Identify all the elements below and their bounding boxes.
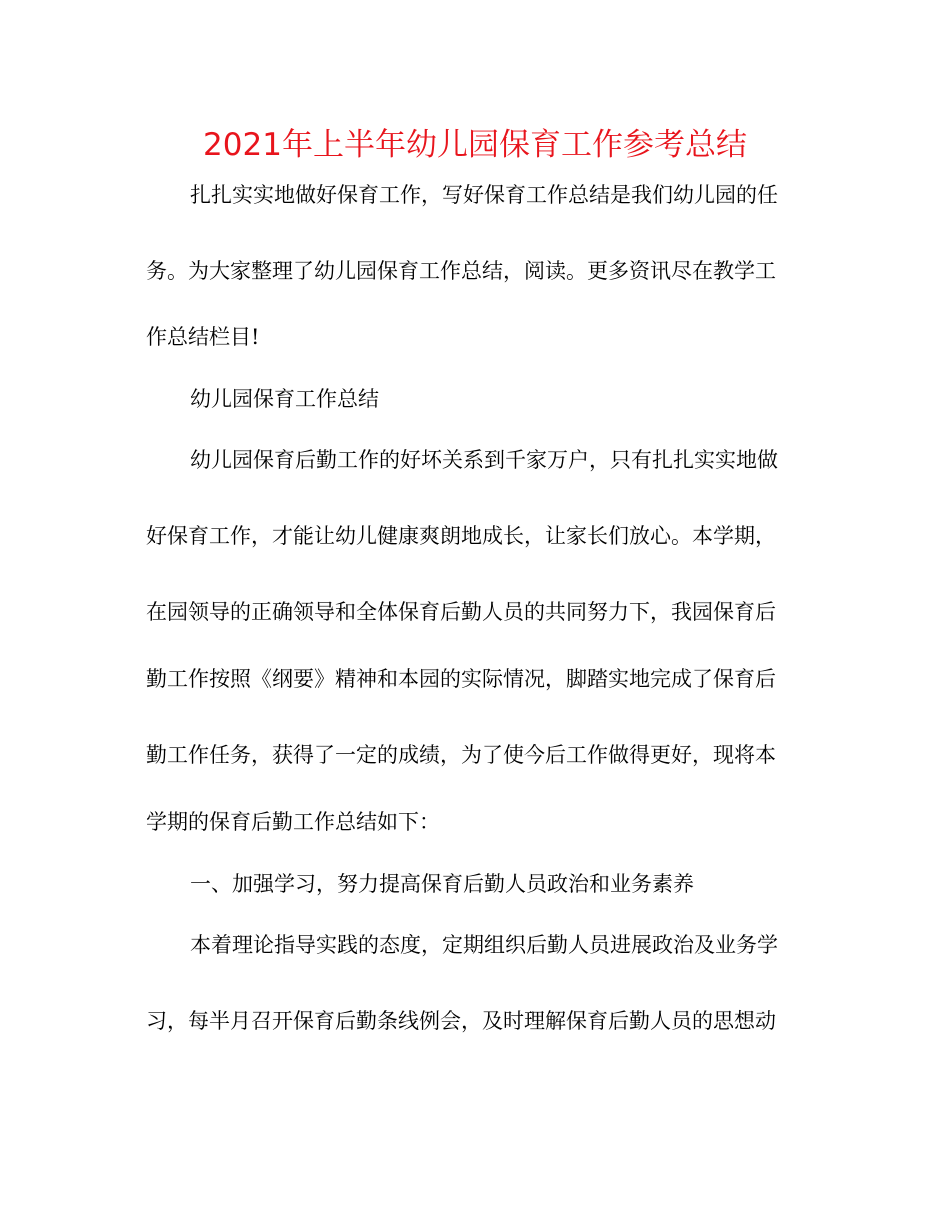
paragraph-line: 勤工作按照《纲要》精神和本园的实际情况，脚踏实地完成了保育后 (146, 667, 776, 691)
paragraph-line: 作总结栏目! (146, 325, 260, 349)
paragraph-line: 务。为大家整理了幼儿园保育工作总结，阅读。更多资讯尽在教学工 (146, 259, 776, 283)
paragraph-line: 本着理论指导实践的态度，定期组织后勤人员进展政治及业务学 (190, 933, 778, 957)
section-heading: 幼儿园保育工作总结 (190, 387, 379, 411)
section-heading: 一、加强学习，努力提高保育后勤人员政治和业务素养 (190, 872, 694, 896)
paragraph-line: 习，每半月召开保育后勤条线例会，及时理解保育后勤人员的思想动 (146, 1009, 776, 1033)
paragraph-line: 学期的保育后勤工作总结如下： (146, 810, 440, 834)
document-title: 2021年上半年幼儿园保育工作参考总结 (203, 127, 747, 163)
paragraph-line: 扎扎实实地做好保育工作，写好保育工作总结是我们幼儿园的任 (190, 183, 778, 207)
paragraph-line: 勤工作任务，获得了一定的成绩，为了使今后工作做得更好，现将本 (146, 743, 776, 767)
paragraph-line: 好保育工作，才能让幼儿健康爽朗地成长，让家长们放心。本学期， (146, 524, 776, 548)
paragraph-line: 幼儿园保育后勤工作的好坏关系到千家万户，只有扎扎实实地做 (190, 448, 778, 472)
paragraph-line: 在园领导的正确领导和全体保育后勤人员的共同努力下，我园保育后 (146, 600, 776, 624)
